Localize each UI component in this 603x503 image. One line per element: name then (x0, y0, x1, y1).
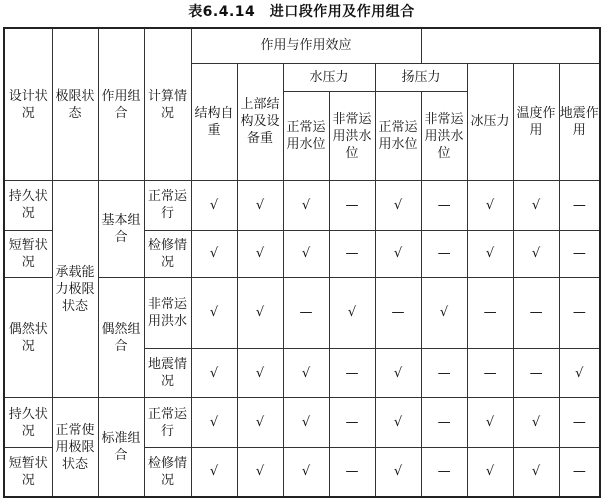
header-temperature: 温度作用 (513, 63, 559, 181)
header-design-condition: 设计状况 (4, 28, 52, 181)
header-earthquake: 地震作用 (559, 63, 600, 181)
header-hydrostatic: 水压力 (283, 63, 375, 92)
header-hydro-flood: 非常运用洪水位 (329, 92, 375, 181)
case-maintenance: 检修情况 (144, 447, 191, 497)
header-actions-group: 作用与作用效应 (191, 28, 421, 63)
table-title: 表6.4.14 进口段作用及作用组合 (188, 4, 415, 20)
mark-cell: — (513, 277, 559, 348)
mark-cell: √ (237, 277, 283, 348)
header-hydro-normal: 正常运用水位 (283, 92, 329, 181)
mark-cell: √ (237, 181, 283, 230)
mark-cell: √ (283, 181, 329, 230)
mark-cell: — (329, 398, 375, 447)
mark-cell: √ (237, 230, 283, 277)
mark-cell: — (329, 181, 375, 230)
mark-cell: √ (513, 181, 559, 230)
mark-cell: √ (513, 230, 559, 277)
mark-cell: √ (191, 277, 237, 348)
combination-standard: 标准组合 (98, 398, 144, 497)
mark-cell: √ (191, 181, 237, 230)
design-condition-persistent: 持久状况 (4, 398, 52, 447)
design-condition-accidental: 偶然状况 (4, 277, 52, 398)
combination-basic: 基本组合 (98, 181, 144, 278)
mark-cell: — (559, 398, 600, 447)
mark-cell: — (421, 398, 467, 447)
mark-cell: √ (467, 447, 513, 497)
mark-cell: √ (283, 398, 329, 447)
mark-cell: — (559, 230, 600, 277)
header-self-weight: 结构自重 (191, 63, 237, 181)
header-ice: 冰压力 (467, 63, 513, 181)
limit-state-ultimate: 承载能力极限状态 (52, 181, 98, 398)
mark-cell: — (421, 230, 467, 277)
mark-cell: — (421, 181, 467, 230)
limit-state-serviceability: 正常使用极限状态 (52, 398, 98, 497)
mark-cell: — (329, 230, 375, 277)
mark-cell: — (559, 181, 600, 230)
mark-cell: — (329, 349, 375, 398)
mark-cell: — (513, 349, 559, 398)
mark-cell: √ (375, 398, 421, 447)
action-combination-table (3, 27, 601, 498)
mark-cell: √ (421, 277, 467, 348)
mark-cell: — (467, 277, 513, 348)
case-normal-operation: 正常运行 (144, 181, 191, 230)
case-normal-operation: 正常运行 (144, 398, 191, 447)
mark-cell: √ (559, 349, 600, 398)
mark-cell: — (559, 447, 600, 497)
case-abnormal-flood: 非常运用洪水 (144, 277, 191, 348)
mark-cell: — (283, 277, 329, 348)
mark-cell: — (375, 277, 421, 348)
mark-cell: — (421, 447, 467, 497)
mark-cell: √ (191, 398, 237, 447)
mark-cell: — (421, 349, 467, 398)
header-uplift-normal: 正常运用水位 (375, 92, 421, 181)
mark-cell: √ (283, 230, 329, 277)
header-upper-weight: 上部结构及设备重 (237, 63, 283, 181)
mark-cell: √ (375, 230, 421, 277)
mark-cell: √ (467, 398, 513, 447)
header-actions-group-blank (421, 28, 600, 63)
mark-cell: √ (375, 447, 421, 497)
header-uplift-flood: 非常运用洪水位 (421, 92, 467, 181)
mark-cell: √ (283, 349, 329, 398)
mark-cell: √ (467, 230, 513, 277)
mark-cell: √ (513, 447, 559, 497)
mark-cell: √ (191, 447, 237, 497)
mark-cell: √ (375, 349, 421, 398)
mark-cell: √ (237, 349, 283, 398)
design-condition-transient: 短暂状况 (4, 230, 52, 277)
case-earthquake: 地震情况 (144, 349, 191, 398)
mark-cell: √ (329, 277, 375, 348)
header-calculation-case: 计算情况 (144, 28, 191, 181)
case-maintenance: 检修情况 (144, 230, 191, 277)
mark-cell: — (559, 277, 600, 348)
mark-cell: — (329, 447, 375, 497)
mark-cell: — (467, 349, 513, 398)
header-combination: 作用组合 (98, 28, 144, 181)
header-limit-state: 极限状态 (52, 28, 98, 181)
design-condition-persistent: 持久状况 (4, 181, 52, 230)
mark-cell: √ (513, 398, 559, 447)
header-uplift: 扬压力 (375, 63, 467, 92)
mark-cell: √ (191, 230, 237, 277)
mark-cell: √ (375, 181, 421, 230)
mark-cell: √ (237, 447, 283, 497)
design-condition-transient: 短暂状况 (4, 447, 52, 497)
mark-cell: √ (237, 398, 283, 447)
mark-cell: √ (467, 181, 513, 230)
combination-accidental: 偶然组合 (98, 277, 144, 398)
mark-cell: √ (191, 349, 237, 398)
mark-cell: √ (283, 447, 329, 497)
